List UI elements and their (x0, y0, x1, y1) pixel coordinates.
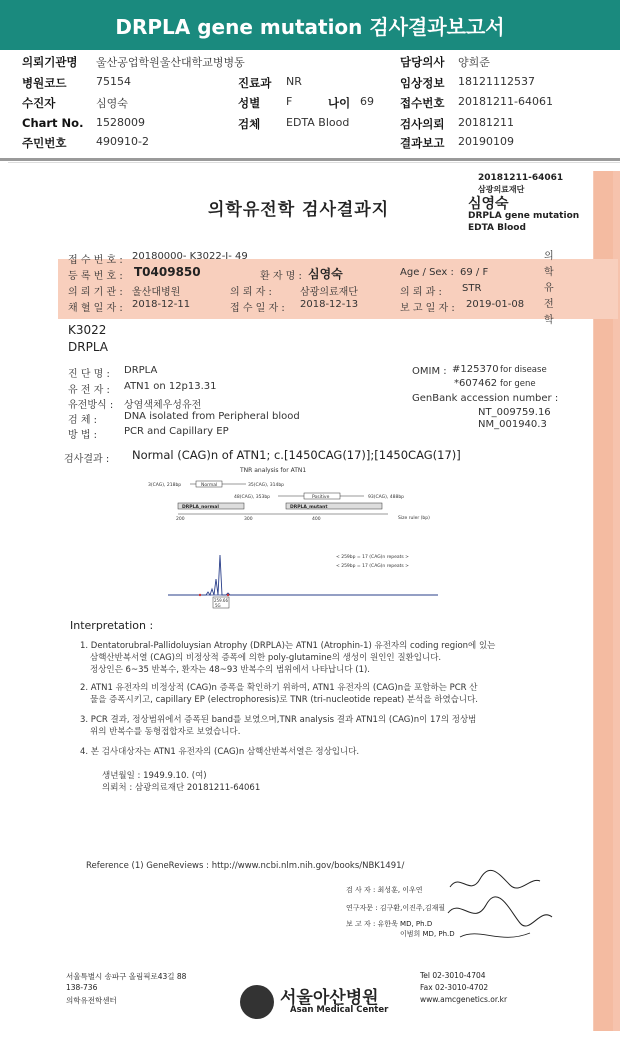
positive-start-label: 48(CAG), 353bp (234, 495, 271, 500)
scanned-report (8, 162, 620, 1038)
receipt-label: 접수번호 (400, 96, 445, 110)
interpretation-title: Interpretation : (70, 619, 154, 632)
inherit-label: 유전방식 : (68, 400, 114, 411)
receipt-line-value: 20180000- K3022-I- 49 (132, 251, 248, 262)
result-value: Normal (CAG)n of ATN1; c.[1450CAG(17)];[1450CAG(17)] (132, 448, 461, 462)
header-divider (0, 158, 620, 161)
side-char-2: 학 (544, 267, 554, 278)
genbank-label: GenBank accession number : (412, 393, 559, 404)
report-date-label: 보 고 일 자 : (400, 303, 455, 314)
interp-3b: 위의 반복수를 동형접합자로 보였습니다. (90, 727, 241, 737)
test-code: K3022 (68, 323, 107, 337)
gene-label: 유 전 자 : (68, 385, 110, 396)
omim-gene: *607462 (454, 378, 498, 389)
agesex-label: Age / Sex : (400, 267, 454, 278)
age-value: 69 (360, 95, 374, 108)
normal-bar-label: DRPLA_normal (182, 505, 219, 510)
side-char-3: 유 (544, 283, 554, 294)
interp-1c: 정상인은 6~35 반복수, 환자는 48~93 반복수의 범위에서 나타납니다 (1). (90, 665, 371, 675)
clinical-label: 임상정보 (400, 76, 445, 90)
category-label: 의 뢰 과 : (400, 287, 442, 298)
doctor-label: 담당의사 (400, 55, 445, 69)
interp-4: 4. 본 검사대상자는 ATN1 유전자의 (CAG)n 삼핵산반복서열은 정상입니다. (80, 747, 360, 757)
web-line: www.amcgenetics.or.kr (420, 995, 508, 1004)
researchers-line: 연구자문 : 김구환,이진주,김재필 (346, 904, 446, 912)
fax-line: Fax 02-3010-4702 (420, 983, 489, 992)
patient-label: 수진자 (22, 96, 56, 110)
interp-2a: 2. ATN1 유전자의 비정상적 (CAG)n 증폭을 확인하기 위하여, ATN1 유전자의 (CAG)n을 포함하는 PCR 산 (80, 683, 478, 693)
dx-value: DRPLA (124, 365, 158, 376)
collect-label: 채 혈 일 자 : (68, 303, 123, 314)
receipt-line-label: 접 수 번 호 : (68, 255, 123, 266)
req-person-value: 삼광의료재단 (300, 287, 358, 298)
marker-2 (227, 594, 229, 596)
receipt-value: 20181211-64061 (458, 95, 553, 108)
positive-box-label: Positive (312, 495, 330, 500)
peak-trace (168, 555, 438, 595)
chart-value: 1528009 (96, 116, 145, 129)
requester-line: 의뢰처 : 삼광의료재단 20181211-64061 (102, 783, 261, 793)
dx-label: 진 단 명 : (68, 369, 110, 380)
reporter2-line: 이범희 MD, Ph.D (400, 930, 455, 938)
collect-value: 2018-12-11 (132, 299, 191, 310)
normal-range-label: 3(CAG), 218bp (148, 483, 182, 488)
receive-value: 2018-12-13 (300, 299, 359, 310)
patient-name-label: 환 자 명 : (260, 271, 302, 282)
tick-300: 300 (244, 517, 253, 522)
reporter-line: 보 고 자 : 유한욱 MD, Ph.D (346, 920, 433, 928)
omim-disease-note: for disease (500, 365, 547, 375)
req-person-label: 의 뢰 자 : (230, 287, 272, 298)
report-date-value: 2019-01-08 (466, 299, 525, 310)
mutant-bar-label: DRPLA_mutant (290, 505, 328, 510)
asan-logo-icon (240, 985, 274, 1019)
specimen-detail-label: 검 체 : (68, 415, 98, 426)
hospital-name-en: Asan Medical Center (290, 1005, 389, 1015)
normal-end-label: 35(CAG), 314bp (248, 483, 285, 488)
omim-disease: #125370 (452, 364, 499, 375)
request-label: 검사의뢰 (400, 117, 445, 131)
legend-line-2: < 259bp = 17 (CAG)n repeats > (336, 564, 409, 569)
report-label: 결과보고 (400, 136, 445, 150)
top-right-name: 심영숙 (468, 196, 509, 212)
interp-1b: 삼핵산반복서열 (CAG)의 비정상적 증폭에 의한 poly-glutamine의 생성이 원인인 질환입니다. (90, 653, 442, 663)
sex-value: F (286, 95, 293, 108)
genbank-nt: NT_009759.16 (478, 407, 551, 418)
req-org-value: 울산대병원 (132, 287, 181, 298)
method-value: PCR and Capillary EP (124, 426, 229, 437)
request-value: 20181211 (458, 116, 514, 129)
signature-3 (460, 933, 530, 937)
receive-label: 접 수 일 자 : (230, 303, 285, 314)
page-title: DRPLA gene mutation 검사결과보고서 (0, 0, 620, 50)
report-header (0, 50, 620, 158)
address-2: 138-736 (66, 983, 98, 992)
interp-3a: 3. PCR 결과, 정상범위에서 증폭된 band를 보였으며,TNR analysis 결과 ATN1의 (CAG)n이 17의 정상범 (80, 715, 477, 725)
age-label: 나이 (328, 96, 351, 110)
tick-400: 400 (312, 517, 321, 522)
specimen-label: 검체 (238, 117, 261, 131)
category-value: STR (462, 283, 482, 294)
omim-label: OMIM : (412, 366, 447, 377)
signature-2 (448, 897, 552, 926)
side-char-4: 전 (544, 299, 554, 310)
method-label: 방 법 : (68, 430, 98, 441)
doctor-value: 양희준 (458, 56, 490, 69)
resident-label: 주민번호 (22, 136, 67, 150)
side-char-5: 학 (544, 315, 554, 326)
inherit-value: 상염색체우성유전 (124, 400, 202, 411)
birth-date: 생년월일 : 1949.9.10. (여) (102, 771, 207, 781)
reg-label: 등 록 번 호 : (68, 271, 123, 282)
sex-label: 성별 (238, 96, 261, 110)
report-value: 20190109 (458, 135, 514, 148)
omim-gene-note: for gene (500, 379, 536, 389)
specimen-value: EDTA Blood (286, 116, 350, 129)
hospital-name-ko: 서울아산병원 (280, 988, 379, 1008)
tnr-analysis-figure (148, 463, 448, 525)
side-char-1: 의 (544, 251, 554, 262)
hospital-code-value: 75154 (96, 75, 131, 88)
genbank-nm: NM_001940.3 (478, 419, 547, 430)
legend-line-1: < 259bp = 17 (CAG)n repeats > (336, 555, 409, 560)
test-name: DRPLA (68, 340, 108, 354)
tel-line: Tel 02-3010-4704 (420, 971, 486, 980)
dept-label: 진료과 (238, 76, 272, 90)
marker-1 (199, 594, 201, 596)
reg-value: T0409850 (134, 265, 201, 279)
address-3: 의학유전학센터 (66, 996, 117, 1005)
normal-box-label: Normal (201, 483, 218, 488)
chart-label: Chart No. (22, 116, 84, 130)
tick-200: 200 (176, 517, 185, 522)
institution-label: 의뢰기관명 (22, 55, 78, 69)
top-right-lab: 삼광의료재단 (478, 185, 525, 194)
figure-title: TNR analysis for ATN1 (240, 467, 307, 474)
patient-name-value: 심영숙 (308, 267, 343, 281)
clinical-value: 18121112537 (458, 75, 535, 88)
resident-value: 490910-2 (96, 135, 149, 148)
patient-value: 심영숙 (96, 97, 128, 110)
interp-2b: 물을 증폭시키고, capillary EP (electrophoresis)로 TNR (tri-nucleotide repeat) 분석을 하였습니다. (90, 695, 479, 705)
hospital-code-label: 병원코드 (22, 76, 67, 90)
result-label: 검사결과 : (64, 454, 110, 465)
peak-label-1: 259.66 (214, 598, 228, 603)
gene-value: ATN1 on 12p13.31 (124, 381, 217, 392)
req-org-label: 의 뢰 기 관 : (68, 287, 123, 298)
institution-value: 울산공업학원울산대학교병병동 (96, 56, 245, 69)
specimen-detail-value: DNA isolated from Peripheral blood (124, 411, 300, 422)
size-ruler-label: Size ruler (bp) (398, 516, 430, 521)
positive-end-label: 93(CAG), 488bp (368, 495, 405, 500)
electropherogram (168, 549, 438, 611)
interp-1a: 1. Dentatorubral-Pallidoluysian Atrophy (DRPLA)는 ATN1 (Atrophin-1) 유전자의 coding region에 있는 (80, 641, 496, 651)
top-right-no: 20181211-64061 (478, 173, 564, 183)
inspector-line: 검 사 자 : 최성훈, 이우연 (346, 886, 423, 894)
top-right-specimen: EDTA Blood (468, 223, 526, 233)
signature-1 (450, 870, 540, 888)
address-1: 서울특별시 송파구 올림픽로43길 88 (66, 972, 187, 981)
peak-label-2: 5G (215, 603, 221, 608)
signature-strokes (440, 867, 560, 947)
top-right-test: DRPLA gene mutation (468, 211, 580, 221)
reference-line: Reference (1) GeneReviews : http://www.ncbi.nlm.nih.gov/books/NBK1491/ (86, 861, 405, 871)
report-title: 의학유전학 검사결과지 (208, 200, 390, 220)
agesex-value: 69 / F (460, 267, 489, 278)
dept-value: NR (286, 75, 302, 88)
